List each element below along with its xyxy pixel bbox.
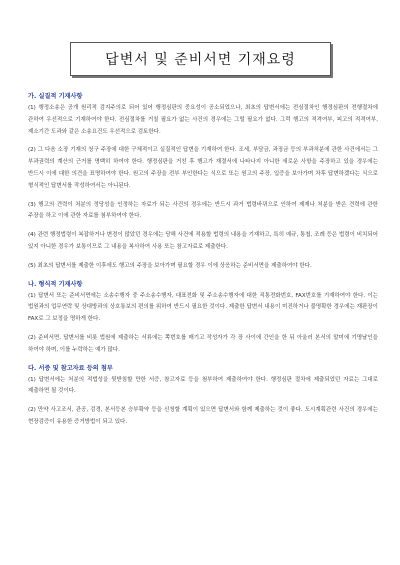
paragraph: (1) 답변서 또는 준비서면에는 소송수행자 중 주소송수행자, 대표전화 및 주소송수행자에 대한 직통전화번호, FAX번호를 기재하여야 한다. 이는 법원과의 업무연락 및 상대방과의 상호통보의 편의를 위하여 반드시 필요한 것이다. 제출한 답변서 내용이 미진하거나 불명확한 경우에는 재판장이 FAX로 그 보정을 명하게 한다.: [28, 292, 378, 323]
paragraph: (5) 최초의 답변서를 제출한 이후에도 행고의 주장을 보아가며 필요할 경우 이에 상응하는 준비서면을 제출하여야 한다.: [28, 262, 312, 269]
section-heading: 나. 형식적 기재사항: [28, 280, 83, 288]
paragraph: (2) 만약 사고조서, 관공, 검경, 본서등본 승부확약 등을 신청할 계획이 있으면 답변서와 함께 제출하는 것이 좋다. 도시계획관련 사건의 경우에는 현장검증이 유용한 증거방법이 되고 있다.: [28, 407, 378, 425]
document-body: [28, 92, 378, 436]
paragraph: (2) 그 다음 소장 기재의 청구 주장에 대한 구체적이고 실질적인 답변을 기재하여 한다. 조세, 부담금, 과징금 등의 부과처분에 관한 사건에서는 그 부과권력의 계산의 근거를 명백히 하여야 한다. 행정심판을 거친 후 행고가 재결서에 나타나지 아니한 새로운 사항을 주장하고 있을 경우에는 반드시 이에 대한 의견을 표명하여야 한다. 원고의 주장을 전부 부인한다는 식으로 또는 원고의 주장, 입증을 보아가며 차후 답변하겠다는 식으로 형식적인 답변서를 작성하여서는 아니된다.: [28, 147, 378, 189]
section-heading: 가. 실질적 기재사항: [28, 93, 83, 100]
document-title: 답변서 및 준비서면 기재요령: [70, 42, 331, 76]
section-heading: 다. 서증 및 참고자료 등의 첨부: [28, 364, 113, 372]
paragraph: (4) 관련 행정법령이 복잡하거나 변경이 많았던 경우에는 당해 사건에 적용할 법령의 내용을 기재하고, 특히 예규, 통첩, 조례 등은 법령이 비치되어 있지 아니한 경우가 보통이므로 그 내용을 복사하여 사용 또는 참고자료로 제출한다.: [28, 232, 378, 250]
paragraph: (3) 행고의 견력이 처분의 정당성을 인정하는 자료가 되는 사건의 경우에는 반드시 과거 법령바뀌으로 인하여 제재나 처분을 받은 견력에 관한 주장을 하고 이에 관한 자료를 첨부하여야 한다.: [28, 201, 378, 220]
paragraph: (1) 행정소송은 공개 원리적 검지주의로 되어 있어 행정심판의 중요성이 공소되었으나, 최초의 답변서에는 전심절차인 행정심판의 전행절차에 관하여 우선적으로 기재하여야 한다. 전심절차를 거칠 필요가 없는 사건의 경우에는 그럴 필요가 없다. 그럭 행고의 적격여부, 피고의 적격여부, 제소기간 도과와 같은 소송요건도 우선적으로 검토한다.: [28, 105, 378, 135]
paragraph: (2) 준비서면, 답변서를 비롯 법원에 제출하는 서류에는 쪽번호를 매기고 작성자가 각 장 사이에 간인을 한 뒤 아울러 본서의 말미에 기명날인을 하여야 하며, 이를 누락하는 예가 많다.: [28, 334, 378, 353]
paragraph: (1) 답변서에는 처분의 적법성을 뒷받침할 만한 서증, 참고자료 등을 첨부하여 제출하여야 한다. 행정심판 절차에 제출되었던 자료는 그대로 제출하면 될 것이다.: [28, 376, 378, 395]
